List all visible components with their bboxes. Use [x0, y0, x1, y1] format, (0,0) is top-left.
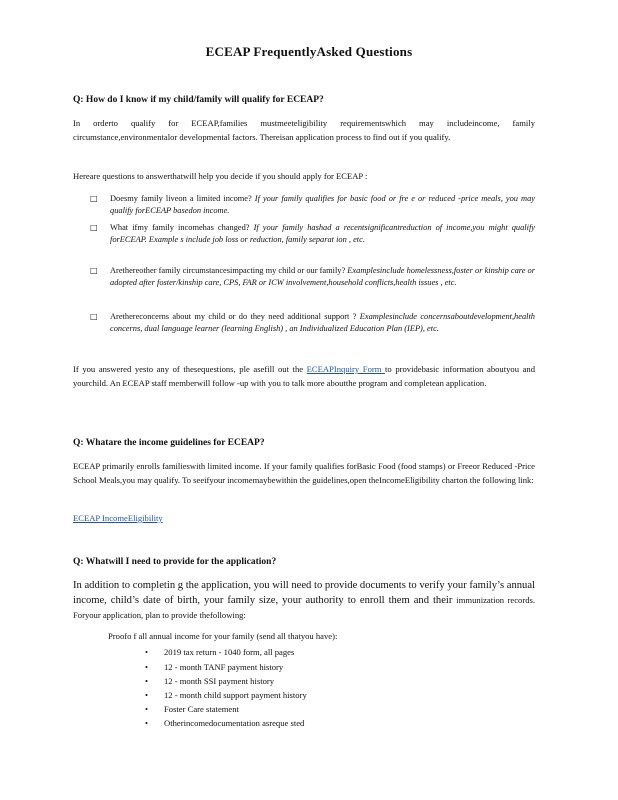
bullet-dot-icon: •: [145, 676, 149, 686]
list-item: [145, 704, 239, 714]
list-item-text: 12 - month SSI payment history: [164, 676, 275, 686]
q2-paragraph: ECEAP primarily enrolls familieswith limited income. If your family qualifies forBasic Food (food stamps) or Freeor Reduced -Price School Meals,you may qualify. To seeifyour incomemaybewithin the guidelines,open theIncomeEligibility charton the following link:: [73, 461, 535, 486]
list-item-text: Otherincomedocumentation asreque sted: [164, 718, 305, 728]
q2-link-line: [73, 511, 535, 525]
q3-paragraph: [73, 578, 535, 623]
inquiry-text-pre: If you answered yesto any of thesequestions, ple asefill out the: [73, 364, 307, 374]
list-item: [145, 718, 304, 728]
inquiry-text-post: to providebasic information aboutyou and yourchild. An ECEAP staff memberwill follow -up with you to talk more aboutthe program and completean application.: [73, 364, 536, 389]
list-item: [145, 676, 274, 686]
list-item: [145, 647, 294, 657]
checkbox-bullet-icon: □: [90, 223, 98, 232]
income-eligibility-link[interactable]: ECEAP IncomeEligibility: [73, 513, 163, 523]
question-2: Q: Whatare the income guidelines for ECEAP?: [73, 438, 265, 448]
q1-intro-paragraph: In orderto qualify for ECEAP,families mustmeeteligibility requirementswhich may includeincome, family circumstance,environmentalor developmental factors. Thereisan application process to find out if you qualify.: [73, 118, 535, 143]
eceap-inquiry-form-link[interactable]: ECEAPInquiry Form: [306, 364, 386, 374]
list-item: [145, 690, 307, 700]
bullet-italic-text: Examplesinclude concernsaboutdevelopment,health concerns, dual language learner (learning English) , an Individualized Education Plan (IEP), etc.: [110, 312, 535, 333]
list-item: [145, 662, 283, 672]
question-3: Q: Whatwill I need to provide for the application?: [73, 557, 277, 567]
proof-of-income-heading: Proofo f all annual income for your family (send all thatyou have):: [108, 631, 338, 641]
list-item: [90, 265, 535, 289]
page-title: ECEAP FrequentlyAsked Questions: [205, 44, 413, 59]
question-1: Q: How do I know if my child/family will qualify for ECEAP?: [73, 95, 324, 105]
bullet-italic-text: If your family hashad a recentsignificantreduction of income,you might qualify forECEAP. Example s include job loss or reduction, family separat ion , etc.: [110, 223, 535, 244]
checkbox-bullet-icon: □: [90, 194, 98, 203]
checkbox-bullet-icon: □: [90, 266, 98, 275]
list-item-text: 12 - month TANF payment history: [164, 662, 284, 672]
q1-questions-intro: Hereare questions to answerthatwill help you decide if you should apply for ECEAP :: [73, 171, 368, 181]
list-item-text: 2019 tax return - 1040 form, all pages: [164, 647, 295, 657]
bullet-text: Arethereconcerns about my child or do they need additional support ?: [110, 312, 360, 321]
q3-text-b: immunization records. Foryour application, plan to provide thefollowing:: [73, 595, 535, 620]
checkbox-bullet-icon: □: [90, 312, 98, 321]
bullet-text: What ifmy family incomehas changed?: [110, 223, 254, 232]
list-item: [90, 193, 535, 217]
q3-text-a: In addition to completin g the application, you will need to provide documents to verify your family’s annual income, child’s date of birth, your family size, your authority to enroll them and their: [73, 580, 535, 606]
bullet-dot-icon: •: [145, 647, 149, 657]
bullet-italic-text: Examplesinclude homelessness,foster or kinship care or adopted after foster/kinship care, CPS, FAR or ICW involvement,household conflicts,health issues , etc.: [110, 266, 535, 287]
list-item: [90, 311, 535, 335]
list-item-text: 12 - month child support payment history: [164, 690, 307, 700]
bullet-dot-icon: •: [145, 690, 149, 700]
list-item: [90, 222, 535, 246]
bullet-dot-icon: •: [145, 662, 149, 672]
bullet-text: Arethereother family circumstancesimpacting my child or our family?: [110, 266, 348, 275]
q1-inquiry-paragraph: [73, 362, 535, 390]
bullet-dot-icon: •: [145, 704, 149, 714]
bullet-text: Doesmy family liveon a limited income?: [110, 194, 255, 203]
bullet-dot-icon: •: [145, 718, 149, 728]
bullet-italic-text: If your family qualifies for basic food or fre e or reduced -price meals, you may qualify forECEAP basedon income.: [110, 194, 535, 215]
list-item-text: Foster Care statement: [164, 704, 239, 714]
